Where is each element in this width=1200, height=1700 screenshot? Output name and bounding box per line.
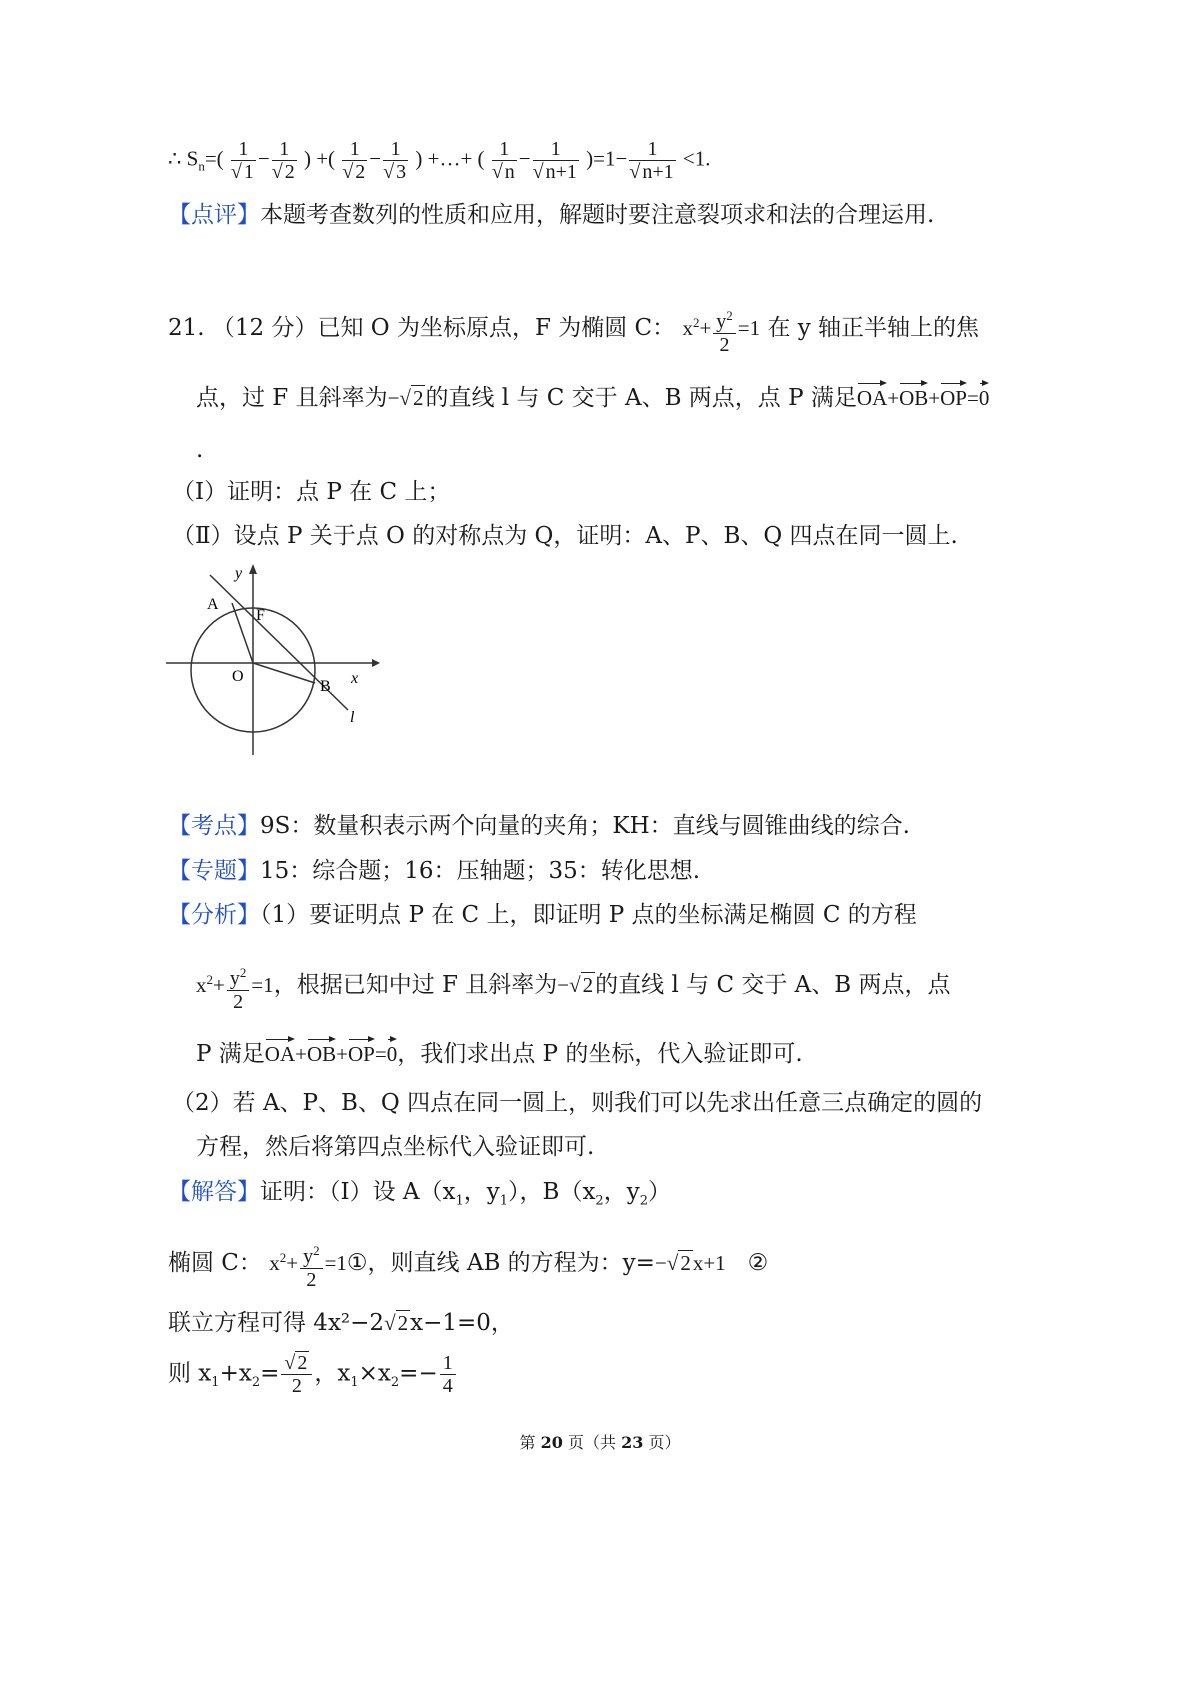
sn-expression: ∴ $S_n=$( $\frac{1}{√ 1}$ − $\frac{1}{√ 2}$ ) +( $\frac{1}{√ 2}$ − $\frac{1}{√ 3}$ ) +…+ ( $\frac{1}{√ n}$ − $\frac{1}{√ n+1}$ )=1− $\frac{1}{√ n+1}$ <1. (168, 138, 711, 183)
label-f: F (256, 607, 265, 624)
page-footer: 第 20 页（共 23 页） (519, 1433, 681, 1452)
jieda-line-2: 椭圆 C： $x^2+$ $\frac{y^2}{2}$ =1①，则直线 AB 的方程为：y=−√2x+1 ② (168, 1238, 768, 1291)
label-b: B (320, 678, 331, 695)
jieda-line-1: 【解答】证明：（Ⅰ）设 $A(x_1$，$y_1$），$B(x_2$，$y_2$） (168, 1179, 671, 1209)
jieda-line-3: 联立方程可得 4x²−2√2x−1=0， (168, 1310, 514, 1336)
zhuanti-bracket: 【专题】 (168, 858, 260, 884)
review-text: 本题考查数列的性质和应用，解题时要注意裂项求和法的合理运用. (260, 202, 935, 228)
problem-line-2: 点，过 F 且斜率为−√2的直线 l 与 C 交于 A、B 两点，点 P 满足OA+OB+OP=0 (196, 378, 989, 418)
total-page-number: 23 (621, 1433, 644, 1452)
problem-period: . (196, 437, 204, 463)
kaodian-bracket: 【考点】 (168, 813, 260, 839)
current-page-number: 20 (540, 1433, 563, 1452)
problem-part-1: （Ⅰ）证明：点 P 在 C 上； (172, 479, 451, 505)
label-a: A (207, 596, 219, 613)
label-x: x (351, 670, 359, 687)
fenxi-line-2: $x^2+$ $\frac{y^2}{2}$ =1，根据已知中过 F 且斜率为−√2的直线 l 与 C 交于 A、B 两点，点 (196, 960, 951, 1013)
label-o: O (232, 668, 244, 685)
segment-ob (253, 663, 315, 683)
segment-oa (232, 603, 253, 663)
review-line (168, 195, 934, 235)
fenxi-line-5: 方程，然后将第四点坐标代入验证即可. (196, 1134, 595, 1160)
fenxi-line-3: P 满足OA+OB+OP=0，我们求出点 P 的坐标，代入验证即可. (196, 1034, 803, 1074)
problem-line-1: 21. （12 分）已知 O 为坐标原点，F 为椭圆 C： $x^2+$ $\frac{y^2}{2}$ =1 在 y 轴正半轴上的焦 (168, 303, 979, 356)
jieda-line-4: 则 $x_1+x_2=$ $\frac{√ 2}{2}$ ，$x_1\times x_2=-$ $\frac{1}{4}$ (168, 1352, 458, 1403)
x-axis-arrow (372, 659, 380, 667)
review-bracket: 【点评】 (168, 202, 260, 228)
jieda-bracket: 【解答】 (168, 1179, 260, 1205)
fenxi-line-4: （2）若 A、P、B、Q 四点在同一圆上，则我们可以先求出任意三点确定的圆的 (172, 1090, 983, 1116)
kaodian-line: 【考点】9S：数量积表示两个向量的夹角；KH：直线与圆锥曲线的综合. (168, 813, 910, 839)
fenxi-bracket: 【分析】 (168, 902, 260, 928)
y-axis-arrow (249, 564, 257, 574)
label-l: l (350, 709, 355, 726)
problem-part-2: （Ⅱ）设点 P 关于点 O 的对称点为 Q，证明：A、P、B、Q 四点在同一圆上. (172, 523, 958, 549)
zhuanti-line: 【专题】15：综合题；16：压轴题；35：转化思想. (168, 858, 701, 884)
fenxi-line-1: 【分析】（1）要证明点 P 在 C 上，即证明 P 点的坐标满足椭圆 C 的方程 (168, 902, 917, 928)
ellipse-figure (160, 560, 380, 760)
label-y: y (235, 565, 243, 582)
